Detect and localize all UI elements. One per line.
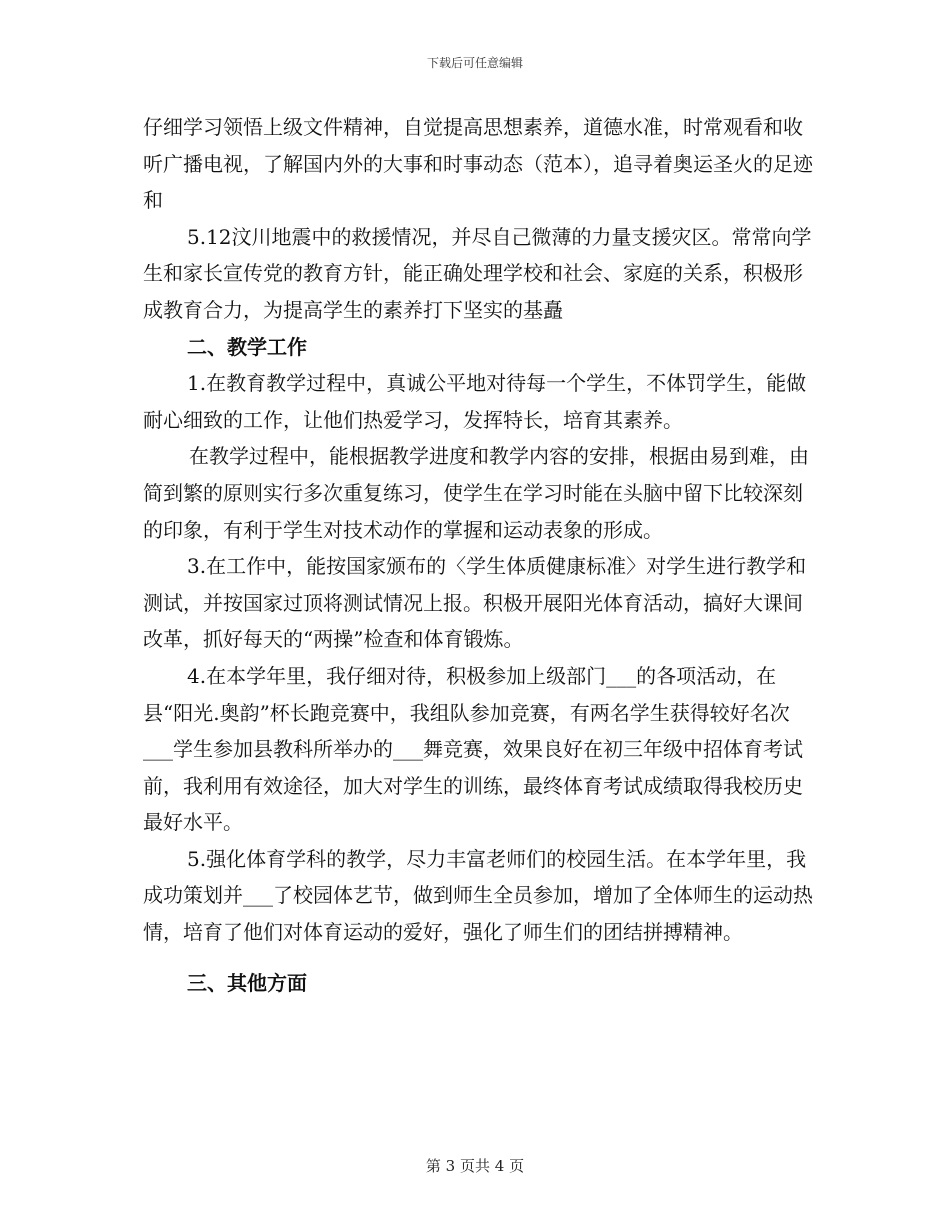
- document-body: [143, 109, 813, 1001]
- section-heading-other: 三、其他方面: [187, 970, 307, 995]
- paragraph-4: 在教学过程中，能根据教学进度和教学内容的安排，根据由易到难，由简到繁的原则实行多次重复练习，使学生在学习时能在头脑中留下比较深刻的印象，有利于学生对技术动作的掌握和运动表象的形成。: [143, 444, 809, 542]
- paragraph-2: 5.12汶川地震中的救援情况，并尽自己微薄的力量支援灾区。常常向学生和家长宣传党的教育方针，能正确处理学校和社会、家庭的关系，积极形成教育合力，为提高学生的素养打下坚实的基矗: [143, 224, 812, 322]
- paragraph-5: 3.在工作中，能按国家颁布的〈学生体质健康标准〉对学生进行教学和测试，并按国家过顶将测试情况上报。积极开展阳光体育活动，搞好大课间改革，抓好每天的“两操”检查和体育锻炼。: [143, 554, 807, 652]
- paragraph-3: 1.在教育教学过程中，真诚公平地对待每一个学生，不体罚学生，能做耐心细致的工作，让他们热爱学习，发挥特长，培育其素养。: [143, 371, 807, 432]
- page-header: 下载后可任意编辑: [426, 56, 523, 70]
- paragraph-7: 5.强化体育学科的教学，尽力丰富老师们的校园生活。在本学年里，我成功策划并___了校园体艺节，做到师生全员参加，增加了全体师生的运动热情，培育了他们对体育运动的爱好，强化了师生们的团结拼搏精神。: [143, 846, 813, 945]
- section-heading-teaching: 二、教学工作: [187, 334, 307, 359]
- paragraph-6: 4.在本学年里，我仔细对待，积极参加上级部门___的各项活动，在县“阳光.奥韵”杯长跑竞赛中，我组队参加竞赛，有两名学生获得较好名次___学生参加县教科所举办的___舞竞赛，效果良好在初三年级中招体育考试前，我利用有效途径，加大对学生的训练，最终体育考试成绩取得我校历史最好水平。: [143, 663, 803, 835]
- paragraph-1: 仔细学习领悟上级文件精神，自觉提高思想素养，道德水准，时常观看和收听广播电视，了解国内外的大事和时事动态（范本），追寻着奥运圣火的足迹和: [143, 115, 813, 213]
- page-footer: 第 3 页共 4 页: [425, 1157, 525, 1175]
